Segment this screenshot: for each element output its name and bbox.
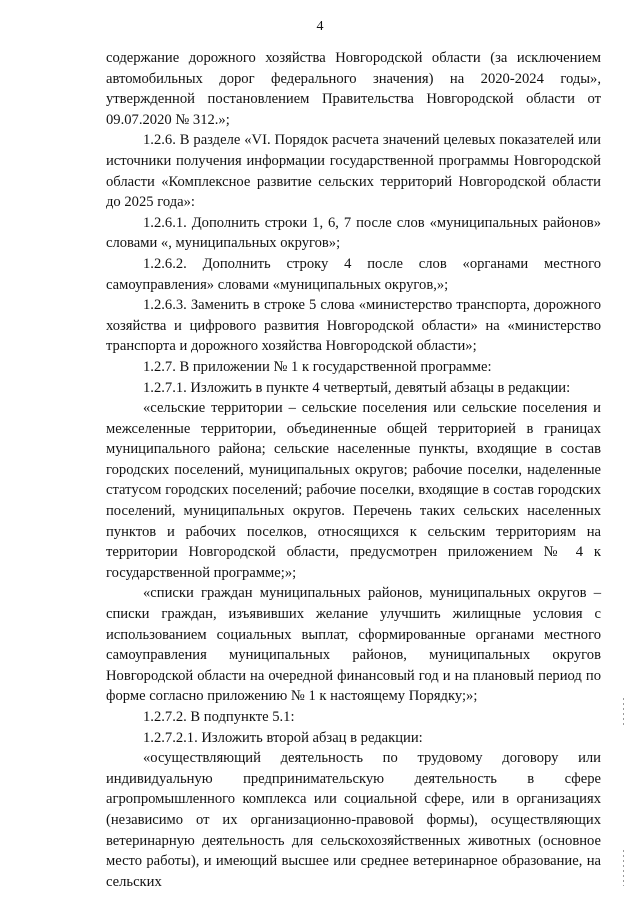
scan-margin-mark (623, 698, 624, 728)
paragraph-1-2-7-2: 1.2.7.2. В подпункте 5.1: (143, 709, 295, 725)
paragraph-1-2-6-3: 1.2.6.3. Заменить в строке 5 слова «министерство транспорта, дорожного хозяйства и цифрового развития Новгородской области» на «министерство транспорта и дорожного хозяйства Новгородской области»; (106, 297, 601, 355)
paragraph-1-2-7-2-1: 1.2.7.2.1. Изложить второй абзац в редакции: (143, 729, 423, 746)
paragraph-1-2-7: 1.2.7. В приложении № 1 к государственной программе: (143, 358, 492, 375)
document-body (106, 48, 601, 892)
paragraph-continuation: содержание дорожного хозяйства Новгородской области (за исключением автомобильных дорог федерального значения) на 2020-2024 годы», утвержденной постановлением Правительства Новгородской области от 09.07.2020 № 312.»; (106, 50, 601, 128)
scan-margin-mark-lower (623, 850, 624, 886)
quote-rural-territories: «сельские территории – сельские поселения или сельские поселения и межселенные территории, объединенные общей территорией в границах муниципального района; сельские населенные пункты, входящие в состав городских поселений, муниципальных округов; рабочие поселки, наделенные статусом городских поселений; рабочие поселки, входящие в состав городских поселений, муниципальных округов. Перечень таких сельских населенных пунктов и рабочих поселков, относящихся к сельским территориям на территории Новгородской области, предусмотрен приложением № 4 к государственной программе;»; (106, 400, 601, 581)
paragraph-1-2-6-2: 1.2.6.2. Дополнить строку 4 после слов «органами местного самоуправления» словами «муниципальных округов,»; (106, 255, 601, 293)
page-number: 4 (316, 19, 324, 34)
paragraph-1-2-6: 1.2.6. В разделе «VI. Порядок расчета значений целевых показателей или источники получения информации государственной программы Новгородской области «Комплексное развитие сельских территорий Новгородской области до 2025 года»: (106, 132, 601, 211)
quote-citizen-lists: «списки граждан муниципальных районов, муниципальных округов – списки граждан, изъявивших желание улучшить жилищные условия с использованием социальных выплат, сформированные органами местного самоуправления муниципальных районов, муниципальных округов Новгородской области на очередной финансовый год и на плановый период по форме согласно приложению № 1 к настоящему Порядку;»; (106, 585, 601, 705)
paragraph-1-2-7-1: 1.2.7.1. Изложить в пункте 4 четвертый, девятый абзацы в редакции: (143, 379, 571, 396)
quote-employment-activity: «осуществляющий деятельность по трудовому договору или индивидуальную предпринимательскую деятельность в сфере агропромышленного комплекса или социальной сфере, или в организациях (независимо от их организационно-правовой формы), осуществляющих ветеринарную деятельность для сельскохозяйственных животных (основное место работы), и имеющий высшее или среднее ветеринарное образование, на сельских (106, 750, 601, 890)
paragraph-1-2-6-1: 1.2.6.1. Дополнить строки 1, 6, 7 после слов «муниципальных районов» словами «, муниципальных округов»; (106, 214, 601, 252)
